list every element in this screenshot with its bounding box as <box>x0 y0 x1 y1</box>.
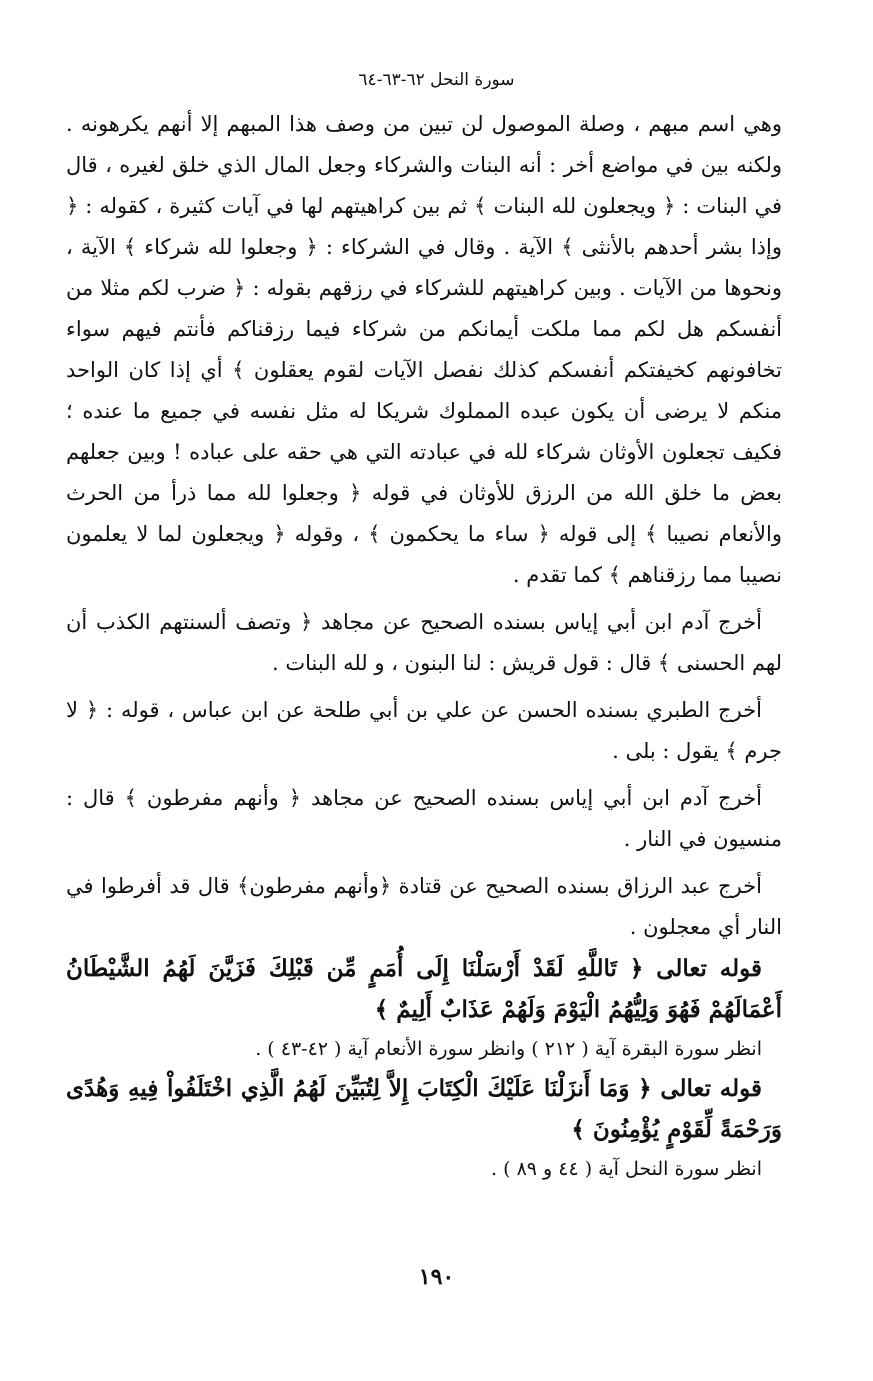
body-paragraph: أخرج آدم ابن أبي إياس بسنده الصحيح عن مجاهد ﴿ وتصف ألسنتهم الكذب أن لهم الحسنى ﴾ قال : قول قريش : لنا البنون ، و لله البنات . <box>66 610 782 675</box>
body-paragraph: أخرج الطبري بسنده الحسن عن علي بن أبي طلحة عن ابن عباس ، قوله : ﴿ لا جرم ﴾ يقول : بلى . <box>66 698 782 763</box>
verse-heading: قوله تعالى ﴿ وَمَا أَنزَلْنَا عَلَيْكَ الْكِتَابَ إِلاَّ لِتُبَيِّنَ لَهُمُ الَّذِي اخْتَلَفُواْ فِيهِ وَهُدًى وَرَحْمَةً لِّقَوْمٍ يُؤْمِنُونَ ﴾ <box>66 1075 782 1143</box>
verse-heading: قوله تعالى ﴿ تَاللَّهِ لَقَدْ أَرْسَلْنَا إِلَى أُمَمٍ مِّن قَبْلِكَ فَزَيَّنَ لَهُمُ الشَّيْطَانُ أَعْمَالَهُمْ فَهُوَ وَلِيُّهُمُ الْيَوْمَ وَلَهُمْ عَذَابٌ أَلِيمٌ ﴾ <box>66 955 782 1023</box>
page-body <box>66 104 782 1188</box>
cross-reference-note: انظر سورة النحل آية ( ٤٤ و ٨٩ ) . <box>491 1158 762 1180</box>
running-head: سورة النحل ٦٢-٦٣-٦٤ <box>358 70 515 90</box>
body-paragraph: أخرج عبد الرزاق بسنده الصحيح عن قتادة ﴿وأنهم مفرطون﴾ قال قد أفرطوا في النار أي معجلون . <box>66 874 782 939</box>
page-number: ١٩٠ <box>418 1264 455 1290</box>
body-paragraph: أخرج آدم ابن أبي إياس بسنده الصحيح عن مجاهد ﴿ وأنهم مفرطون ﴾ قال : منسيون في النار . <box>66 786 782 851</box>
cross-reference-note: انظر سورة البقرة آية ( ٢١٢ ) وانظر سورة الأنعام آية ( ٤٢-٤٣ ) . <box>255 1038 762 1060</box>
body-paragraph: وهي اسم مبهم ، وصلة الموصول لن تبين من وصف هذا المبهم إلا أنهم يكرهونه . ولكنه بين في مواضع أخر : أنه البنات والشركاء وجعل المال الذي خلق لغيره ، قال في البنات : ﴿ ويجعلون لله البنات ﴾ ثم بين كراهيتهم لها في آيات كثيرة ، كقوله : ﴿ وإذا بشر أحدهم بالأنثى ﴾ الآية . وقال في الشركاء : ﴿ وجعلوا لله شركاء ﴾ الآية ، ونحوها من الآيات . وبين كراهيتهم للشركاء في رزقهم بقوله : ﴿ ضرب لكم مثلا من أنفسكم هل لكم مما ملكت أيمانكم من شركاء فيما رزقناكم فأنتم فيهم سواء تخافونهم كخيفتكم أنفسكم كذلك نفصل الآيات لقوم يعقلون ﴾ أي إذا كان الواحد منكم لا يرضى أن يكون عبده المملوك شريكا له مثل نفسه في جميع ما عنده ؛ فكيف تجعلون الأوثان شركاء لله في عبادته التي هي حقه على عباده ! وبين جعلهم بعض ما خلق الله من الرزق للأوثان في قوله ﴿ وجعلوا لله مما ذرأ من الحرث والأنعام نصيبا ﴾ إلى قوله ﴿ ساء ما يحكمون ﴾ ، وقوله ﴿ ويجعلون لما لا يعلمون نصيبا مما رزقناهم ﴾ كما تقدم . <box>66 112 782 587</box>
